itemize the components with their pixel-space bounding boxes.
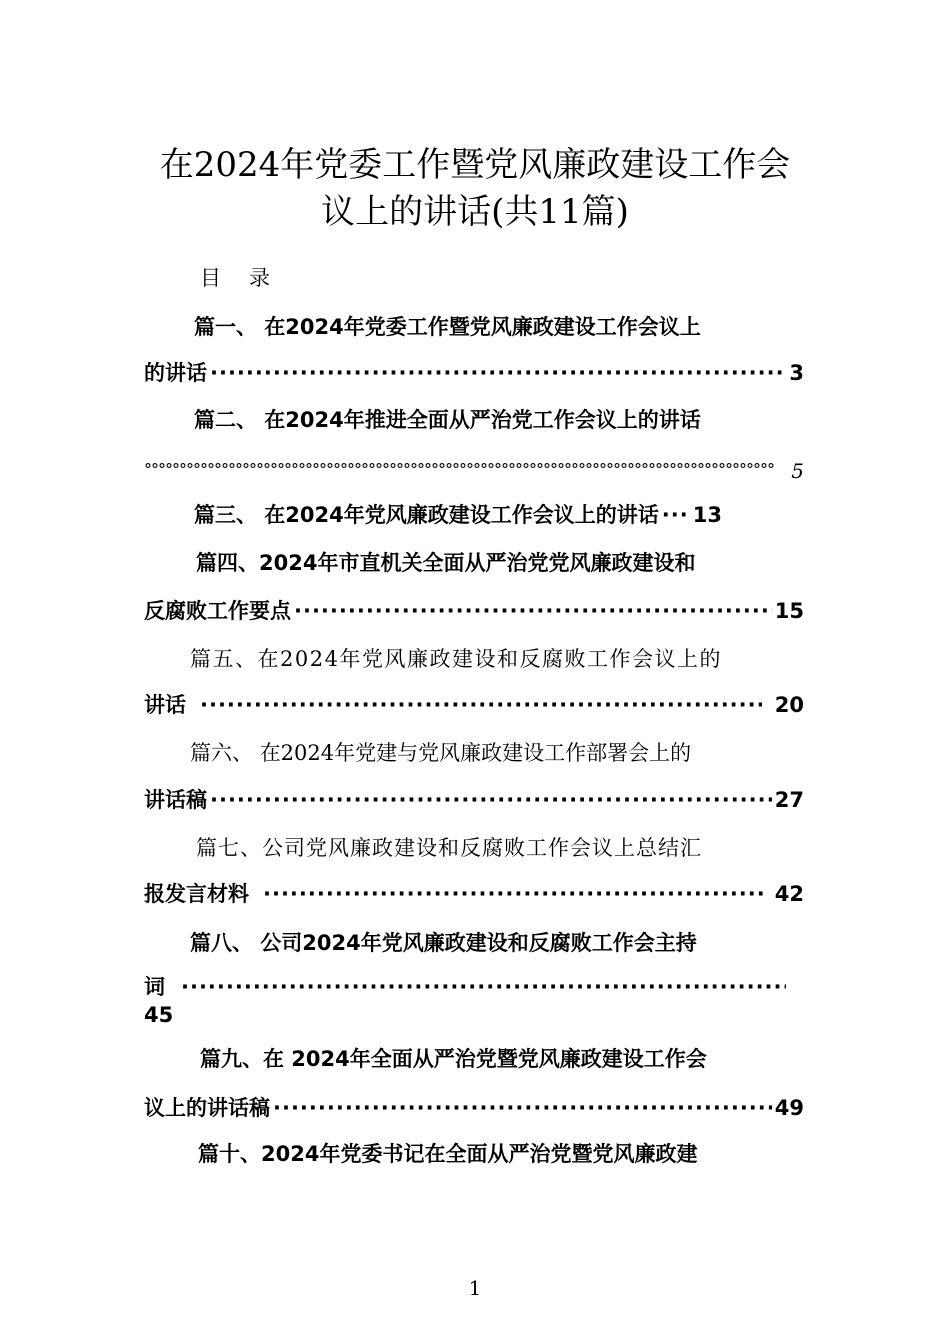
toc-entry-8-page[interactable]: 45 [144,1003,174,1027]
toc-heading: 目录 [200,266,298,290]
toc-entry-1-line2: 的讲话 [144,361,207,385]
toc-entry-6-page: 27 [774,788,804,812]
toc-entry-4-page: 15 [774,599,804,623]
toc-entry-5-line1[interactable]: 篇五、在2024年党风廉政建设和反腐败工作会议上的 [190,647,722,671]
toc-entry-3-line1: 篇三、 在2024年党风廉政建设工作会议上的讲话 [194,503,659,527]
toc-entry-4-line1[interactable]: 篇四、2024年市直机关全面从严治党党风廉政建设和 [196,551,696,575]
dot-leader [273,1093,772,1123]
toc-entry-9-leader[interactable] [144,1093,804,1123]
toc-entry-7-leader[interactable] [144,879,804,909]
title-line-2: 议上的讲话(共11篇) [321,192,629,232]
toc-entry-6-line2: 讲话稿 [144,788,207,812]
toc-entry-9-line2: 议上的讲话稿 [144,1096,270,1120]
toc-entry-1-page: 3 [789,361,804,385]
title-line-1: 在2024年党委工作暨党风廉政建设工作会 [159,145,791,185]
toc-entry-2-leader[interactable] [144,458,804,483]
dot-leader [210,785,772,815]
dot-leader [210,358,786,388]
toc-entry-6-leader[interactable] [144,785,804,815]
dot-leader [263,879,764,909]
page-number: 1 [468,1276,482,1300]
toc-entry-1-line1[interactable]: 篇一、 在2024年党委工作暨党风廉政建设工作会议上 [194,315,701,339]
toc-entry-1-leader[interactable] [144,358,804,388]
toc-entry-5-line2: 讲话 [144,693,186,717]
toc-entry-10-line1[interactable]: 篇十、2024年党委书记在全面从严治党暨党风廉政建 [198,1142,698,1166]
toc-entry-7-line1[interactable]: 篇七、公司党风廉政建设和反腐败工作会议上总结汇 [196,836,702,860]
toc-entry-9-page: 49 [774,1096,804,1120]
toc-entry-3-page: 13 [692,503,722,527]
toc-entry-2-line1[interactable]: 篇二、 在2024年推进全面从严治党工作会议上的讲话 [194,408,701,432]
toc-entry-6-line1[interactable]: 篇六、 在2024年党建与党风廉政建设工作部署会上的 [190,741,692,765]
toc-entry-2-page: 5 [791,458,804,483]
toc-entry-7-line2: 报发言材料 [144,882,249,906]
toc-entry-8-line1[interactable]: 篇八、 公司2024年党风廉政建设和反腐败工作会主持 [190,931,697,955]
toc-entry-4-leader[interactable] [144,596,804,626]
toc-entry-3-leader[interactable] [194,500,804,530]
dot-leader [181,972,786,1002]
dot-leader [294,596,772,626]
toc-entry-5-leader[interactable] [144,690,804,720]
circle-leader [144,458,775,483]
toc-entry-8-line2: 词 [144,975,165,999]
toc-entry-9-line1[interactable]: 篇九、在 2024年全面从严治党暨党风廉政建设工作会 [200,1047,707,1071]
dot-leader [200,690,762,720]
toc-entry-5-page: 20 [774,693,804,717]
toc-entry-8-leader[interactable] [144,972,789,1002]
toc-entry-4-line2: 反腐败工作要点 [144,599,291,623]
toc-entry-7-page: 42 [774,882,804,906]
dot-leader [662,500,690,530]
